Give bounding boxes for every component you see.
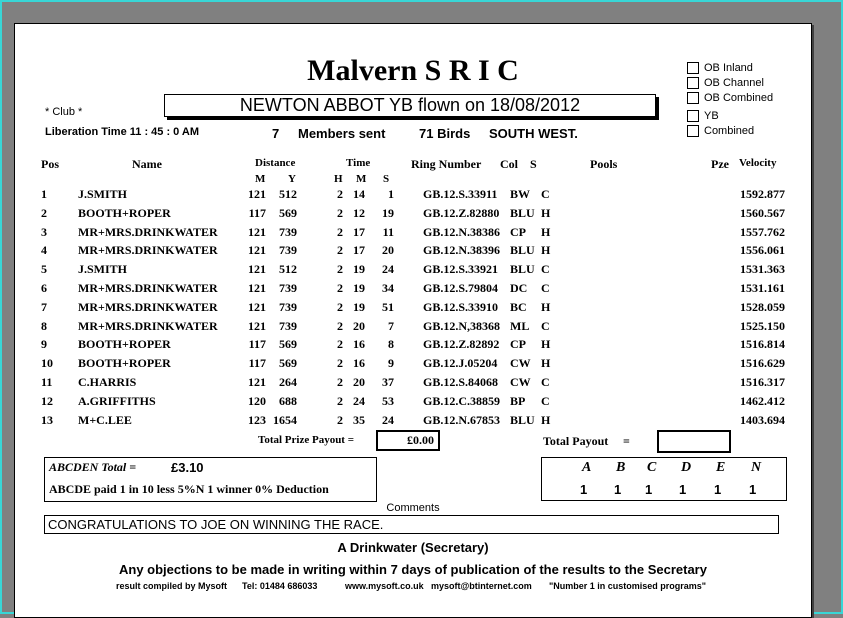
cell-sex: C	[541, 318, 550, 333]
checkbox-box[interactable]	[687, 92, 699, 104]
cell-mi: 19	[353, 299, 365, 314]
pool-entries-panel	[541, 457, 787, 501]
cell-y: 739	[279, 224, 297, 239]
cell-y: 512	[279, 187, 297, 201]
cell-name: MR+MRS.DRINKWATER	[78, 243, 218, 258]
cell-pos: 11	[41, 375, 53, 389]
total-payout-eq: =	[623, 434, 630, 448]
cell-vel: 1516.317	[740, 375, 785, 389]
cell-y: 688	[279, 393, 297, 408]
cell-h: 2	[337, 393, 343, 408]
cell-col: BLU	[510, 412, 535, 427]
col-time-m: M	[356, 173, 367, 185]
cell-name: MR+MRS.DRINKWATER	[78, 318, 218, 333]
cell-name: J.SMITH	[78, 187, 128, 201]
cell-name: M+C.LEE	[78, 412, 132, 427]
cell-h: 2	[337, 243, 343, 258]
cell-sex: C	[541, 281, 550, 295]
cell-mi: 20	[353, 375, 365, 389]
table-row	[15, 356, 811, 375]
secretary: A Drinkwater (Secretary)	[337, 540, 489, 555]
col-velocity: Velocity	[739, 157, 777, 169]
pool-letter: D	[681, 460, 692, 475]
cell-h: 2	[337, 318, 343, 333]
cell-y: 739	[279, 243, 297, 258]
cell-ring: GB.12.S.84068	[423, 375, 499, 389]
cell-s: 51	[382, 299, 394, 314]
table-row	[15, 413, 811, 432]
table-row	[15, 375, 811, 394]
cell-pos: 13	[41, 412, 53, 427]
cell-m: 121	[248, 318, 266, 333]
col-name: Name	[132, 157, 162, 171]
cell-m: 121	[248, 299, 266, 314]
slogan: "Number 1 in customised programs"	[549, 581, 707, 591]
cell-h: 2	[337, 356, 343, 371]
cell-m: 121	[248, 375, 266, 389]
table-row	[15, 225, 811, 244]
cell-ring: GB.12.J.05204	[423, 356, 498, 371]
email: mysoft@btinternet.com	[431, 581, 532, 591]
cell-h: 2	[337, 187, 343, 201]
cell-mi: 16	[353, 356, 365, 371]
cell-col: BLU	[510, 205, 535, 220]
compiled-by: result compiled by Mysoft	[116, 581, 228, 591]
cell-col: BP	[510, 393, 526, 408]
cell-name: MR+MRS.DRINKWATER	[78, 281, 218, 295]
cell-ring: GB.12.S.33910	[423, 299, 499, 314]
cell-name: A.GRIFFITHS	[78, 393, 156, 408]
cell-col: BW	[510, 187, 531, 201]
cell-m: 121	[248, 262, 266, 277]
cell-mi: 17	[353, 243, 365, 258]
cell-vel: 1557.762	[740, 224, 785, 239]
cell-vel: 1516.814	[740, 337, 785, 352]
cell-h: 2	[337, 224, 343, 239]
cell-m: 121	[248, 281, 266, 295]
members-sent-count: 7	[272, 126, 280, 141]
result-sheet	[14, 23, 812, 618]
abcden-total-label: ABCDEN Total =	[49, 460, 137, 474]
cell-m: 123	[248, 412, 266, 427]
cell-s: 7	[388, 318, 394, 333]
cell-sex: H	[541, 337, 551, 352]
cell-h: 2	[337, 412, 343, 427]
cell-vel: 1556.061	[740, 243, 785, 258]
cell-mi: 24	[353, 393, 365, 408]
comments-field[interactable]: CONGRATULATIONS TO JOE ON WINNING THE RACE.	[44, 515, 779, 534]
table-row	[15, 243, 811, 262]
pool-payout-note: ABCDE paid 1 in 10 less 5%N 1 winner 0% Deduction	[49, 482, 329, 496]
cell-pos: 9	[41, 337, 47, 352]
cell-s: 24	[382, 262, 394, 277]
cell-y: 569	[279, 337, 297, 352]
race-title: NEWTON ABBOT YB flown on 18/08/2012	[164, 94, 656, 117]
cell-ring: GB.12.C.38859	[423, 393, 501, 408]
cell-ring: GB.12.N,38368	[423, 318, 501, 333]
pool-letter: N	[751, 460, 762, 475]
liberation-time: Liberation Time 11 : 45 : 0 AM	[45, 126, 200, 138]
cell-pos: 7	[41, 299, 47, 314]
club-label: * Club *	[45, 106, 83, 118]
cell-name: BOOTH+ROPER	[78, 337, 171, 352]
pool-letter: E	[716, 460, 726, 475]
cell-name: MR+MRS.DRINKWATER	[78, 299, 218, 314]
cell-vel: 1516.629	[740, 356, 785, 371]
cell-sex: C	[541, 262, 550, 277]
cell-vel: 1462.412	[740, 393, 785, 408]
cell-mi: 17	[353, 224, 365, 239]
cell-name: J.SMITH	[78, 262, 128, 277]
cell-h: 2	[337, 205, 343, 220]
cell-m: 117	[248, 337, 266, 352]
cell-h: 2	[337, 281, 343, 295]
cell-ring: GB.12.Z.82880	[423, 205, 500, 220]
cell-vel: 1592.877	[740, 187, 785, 201]
pool-value: 1	[749, 482, 757, 497]
cell-mi: 14	[353, 187, 365, 201]
cell-s: 20	[382, 243, 394, 258]
cell-ring: GB.12.N.38386	[423, 224, 501, 239]
col-time-h: H	[334, 173, 343, 185]
birds-count: 71 Birds	[419, 126, 471, 141]
cell-s: 24	[382, 412, 394, 427]
cell-pos: 2	[41, 205, 47, 220]
cell-vel: 1403.694	[740, 412, 785, 427]
cell-mi: 20	[353, 318, 365, 333]
total-prize-value: £0.00	[407, 433, 434, 447]
region: SOUTH WEST.	[489, 126, 578, 141]
pool-value: 1	[614, 482, 622, 497]
cell-vel: 1528.059	[740, 299, 785, 314]
cell-s: 37	[382, 375, 394, 389]
cell-m: 117	[248, 205, 266, 220]
cell-col: CW	[510, 375, 531, 389]
col-sex: S	[530, 157, 537, 171]
table-row	[15, 187, 811, 206]
cell-sex: H	[541, 356, 551, 371]
checkbox-ob-combined[interactable]	[687, 89, 773, 107]
col-dist-y: Y	[288, 173, 296, 185]
cell-h: 2	[337, 262, 343, 277]
cell-pos: 5	[41, 262, 47, 277]
cell-h: 2	[337, 299, 343, 314]
checkbox-combined[interactable]	[687, 122, 754, 140]
table-row	[15, 337, 811, 356]
col-time-s: S	[383, 173, 390, 185]
pool-value: 1	[645, 482, 653, 497]
cell-h: 2	[337, 375, 343, 389]
checkbox-label: OB Channel	[704, 76, 764, 89]
cell-pos: 1	[41, 187, 47, 201]
cell-col: CP	[510, 224, 526, 239]
col-distance: Distance	[255, 157, 296, 169]
cell-ring: GB.12.Z.82892	[423, 337, 500, 352]
total-prize-box	[376, 430, 440, 451]
total-prize-label: Total Prize Payout =	[258, 434, 354, 446]
cell-pos: 10	[41, 356, 53, 371]
cell-pos: 3	[41, 224, 47, 239]
checkbox-label: OB Inland	[704, 61, 753, 74]
cell-h: 2	[337, 337, 343, 352]
col-pools: Pools	[590, 157, 618, 171]
checkbox-box[interactable]	[687, 77, 699, 89]
cell-y: 739	[279, 299, 297, 314]
cell-ring: GB.12.S.33921	[423, 262, 499, 277]
cell-name: MR+MRS.DRINKWATER	[78, 224, 218, 239]
cell-sex: C	[541, 375, 550, 389]
checkbox-label: Combined	[704, 124, 755, 137]
cell-ring: GB.12.S.79804	[423, 281, 499, 295]
abcden-total-value: £3.10	[171, 460, 204, 475]
col-ring: Ring Number	[411, 157, 482, 171]
col-prize: Pze	[711, 157, 729, 171]
cell-sex: C	[541, 187, 550, 201]
cell-mi: 19	[353, 281, 365, 295]
cell-vel: 1531.363	[740, 262, 785, 277]
cell-s: 9	[388, 356, 394, 371]
cell-pos: 8	[41, 318, 47, 333]
cell-col: DC	[510, 281, 528, 295]
cell-y: 264	[279, 375, 297, 389]
cell-mi: 16	[353, 337, 365, 352]
checkbox-box[interactable]	[687, 62, 699, 74]
table-row	[15, 319, 811, 338]
cell-sex: H	[541, 243, 551, 258]
cell-s: 8	[388, 337, 394, 352]
cell-s: 34	[382, 281, 394, 295]
cell-ring: GB.12.N.67853	[423, 412, 501, 427]
col-time: Time	[346, 157, 371, 169]
telephone: Tel: 01484 686033	[242, 581, 318, 591]
cell-m: 121	[248, 224, 266, 239]
cell-y: 739	[279, 281, 297, 295]
cell-mi: 35	[353, 412, 365, 427]
checkbox-label: OB Combined	[704, 91, 774, 104]
pool-letter: A	[582, 460, 592, 475]
cell-m: 121	[248, 187, 266, 201]
checkbox-label: YB	[704, 109, 719, 122]
cell-ring: GB.12.S.33911	[423, 187, 498, 201]
pool-value: 1	[679, 482, 687, 497]
cell-vel: 1560.567	[740, 205, 785, 220]
col-dist-m: M	[255, 173, 266, 185]
website: www.mysoft.co.uk	[345, 581, 424, 591]
cell-s: 1	[388, 187, 394, 201]
table-row	[15, 206, 811, 225]
cell-col: BC	[510, 299, 527, 314]
checkbox-box[interactable]	[687, 110, 699, 122]
cell-col: ML	[510, 318, 530, 333]
comments-label: Comments	[386, 502, 440, 514]
cell-name: C.HARRIS	[78, 375, 137, 389]
cell-s: 53	[382, 393, 394, 408]
cell-m: 120	[248, 393, 266, 408]
pool-totals-panel	[44, 457, 377, 502]
cell-name: BOOTH+ROPER	[78, 356, 171, 371]
members-sent-label: Members sent	[298, 126, 386, 141]
pool-value: 1	[714, 482, 722, 497]
cell-m: 117	[248, 356, 266, 371]
cell-vel: 1525.150	[740, 318, 785, 333]
cell-sex: H	[541, 299, 551, 314]
cell-ring: GB.12.N.38396	[423, 243, 501, 258]
cell-mi: 19	[353, 262, 365, 277]
club-title: Malvern S R I C	[307, 54, 519, 87]
cell-vel: 1531.161	[740, 281, 785, 295]
cell-sex: C	[541, 393, 550, 408]
objections-notice: Any objections to be made in writing within 7 days of publication of the results to the Secretary	[119, 562, 707, 577]
cell-sex: H	[541, 224, 551, 239]
cell-mi: 12	[353, 205, 365, 220]
total-payout-box	[657, 430, 731, 453]
table-row	[15, 300, 811, 319]
cell-col: CW	[510, 356, 531, 371]
cell-y: 1654	[273, 412, 297, 427]
cell-y: 569	[279, 356, 297, 371]
table-row	[15, 281, 811, 300]
pool-letter: B	[616, 460, 626, 475]
cell-s: 11	[382, 224, 394, 239]
cell-col: BLU	[510, 262, 535, 277]
cell-pos: 4	[41, 243, 47, 258]
cell-col: CP	[510, 337, 526, 352]
table-row	[15, 394, 811, 413]
cell-y: 512	[279, 262, 297, 277]
col-colour: Col	[500, 157, 518, 171]
cell-y: 569	[279, 205, 297, 220]
table-row	[15, 262, 811, 281]
cell-name: BOOTH+ROPER	[78, 205, 171, 220]
cell-sex: H	[541, 205, 551, 220]
pool-value: 1	[580, 482, 588, 497]
checkbox-box[interactable]	[687, 125, 699, 137]
cell-pos: 6	[41, 281, 47, 295]
cell-col: BLU	[510, 243, 535, 258]
total-payout-label: Total Payout	[543, 434, 609, 448]
cell-s: 19	[382, 205, 394, 220]
pool-letter: C	[647, 460, 657, 475]
cell-sex: H	[541, 412, 551, 427]
cell-y: 739	[279, 318, 297, 333]
col-pos: Pos	[41, 157, 59, 171]
cell-m: 121	[248, 243, 266, 258]
cell-pos: 12	[41, 393, 53, 408]
